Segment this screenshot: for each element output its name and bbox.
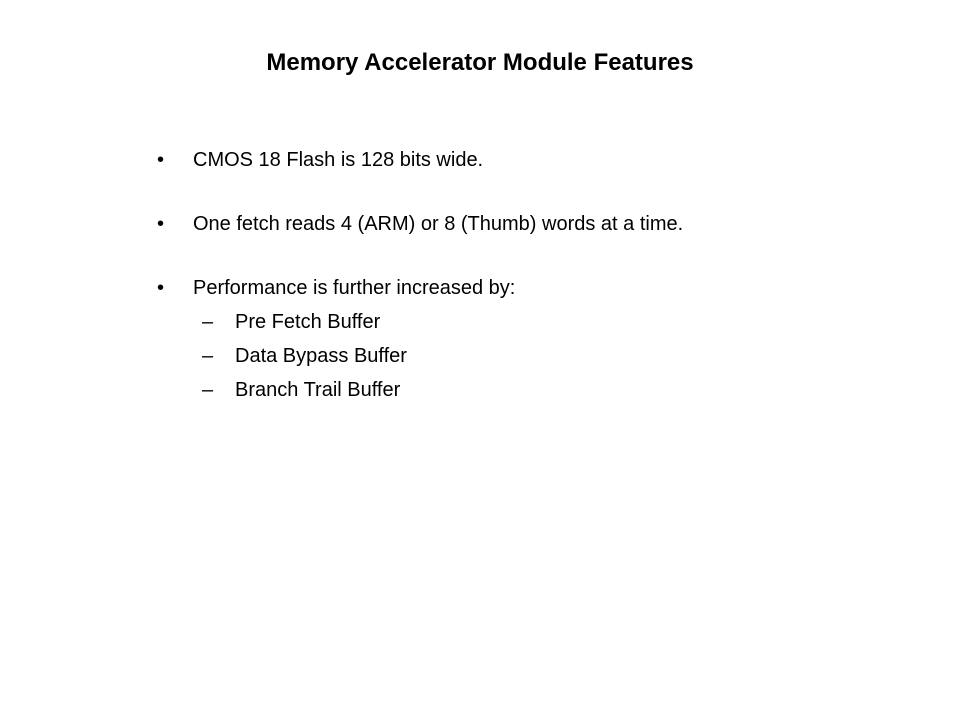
sub-bullet-marker: – bbox=[202, 345, 214, 367]
slide-title: Memory Accelerator Module Features bbox=[266, 49, 694, 76]
sub-bullet-text: Data Bypass Buffer bbox=[235, 345, 407, 367]
bullet-text: CMOS 18 Flash is 128 bits wide. bbox=[193, 149, 484, 171]
sub-bullet-text: Pre Fetch Buffer bbox=[235, 311, 381, 333]
sub-bullet-list bbox=[193, 308, 917, 404]
bullet-text: One fetch reads 4 (ARM) or 8 (Thumb) words at a time. bbox=[193, 213, 684, 235]
sub-bullet-text: Branch Trail Buffer bbox=[235, 379, 401, 401]
sub-bullet-item bbox=[193, 342, 917, 370]
bullet-marker: • bbox=[157, 149, 165, 171]
bullet-list bbox=[157, 146, 917, 410]
bullet-item bbox=[157, 274, 917, 404]
bullet-item bbox=[157, 146, 917, 174]
sub-bullet-item bbox=[193, 308, 917, 336]
bullet-marker: • bbox=[157, 213, 165, 235]
bullet-marker: • bbox=[157, 277, 165, 299]
sub-bullet-marker: – bbox=[202, 311, 214, 333]
bullet-text: Performance is further increased by: bbox=[193, 277, 516, 299]
bullet-item bbox=[157, 210, 917, 238]
sub-bullet-item bbox=[193, 376, 917, 404]
sub-bullet-marker: – bbox=[202, 379, 214, 401]
